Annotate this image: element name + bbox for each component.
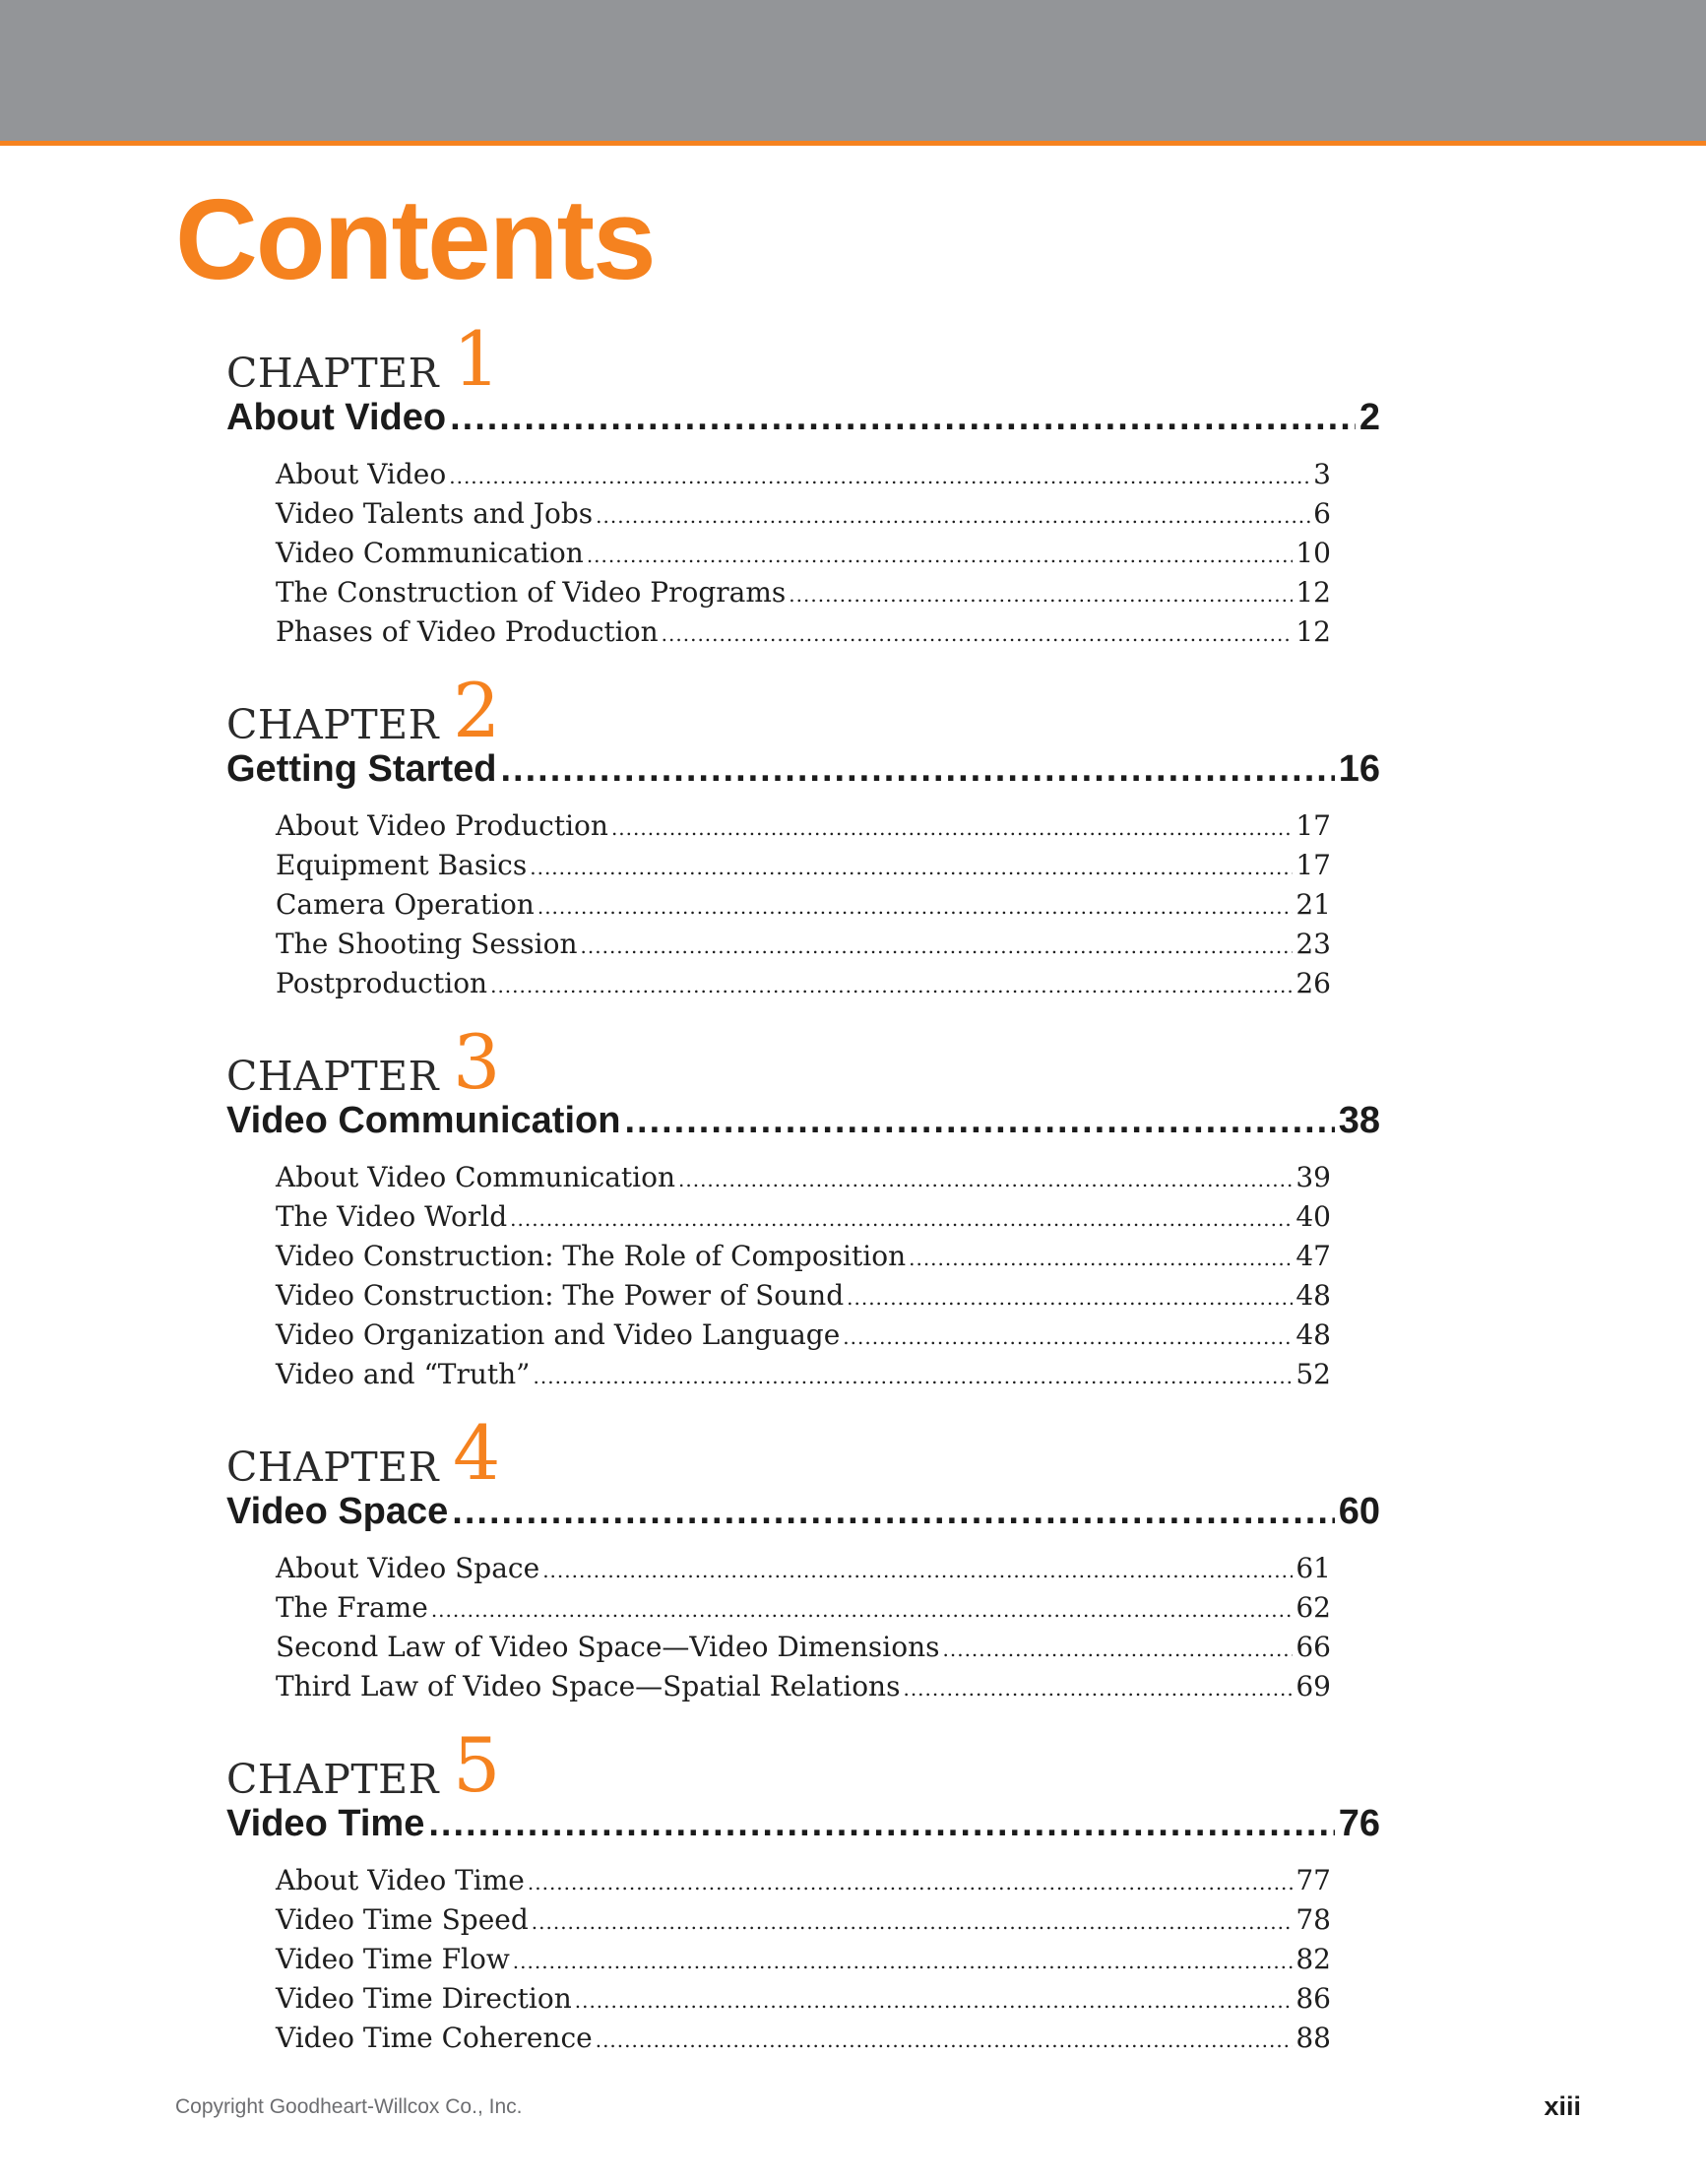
section-title: The Construction of Video Programs [276,576,787,609]
chapter-number: 5 [452,1721,501,1809]
chapter-title: Video Communication [226,1100,621,1141]
chapter-word: CHAPTER [226,1444,439,1491]
dot-leader [530,856,1293,879]
dot-leader [542,1559,1293,1582]
chapter-page-number: 16 [1338,748,1380,790]
chapter-word: CHAPTER [226,350,439,397]
section-entry[interactable] [276,1552,1331,1591]
section-title: Video Communication [276,537,584,569]
chapter-4 [226,1409,1380,1709]
section-entry[interactable] [276,497,1331,537]
dot-leader [449,465,1310,488]
section-title: Equipment Basics [276,849,528,881]
chapter-title: Video Time [226,1803,425,1844]
section-title: The Video World [276,1200,508,1233]
section-title: Video Talents and Jobs [276,497,594,530]
section-entry[interactable] [276,849,1331,888]
section-page-number: 66 [1295,1631,1331,1663]
section-entry[interactable] [276,1240,1331,1279]
section-entry[interactable] [276,1631,1331,1670]
dot-leader [847,1286,1293,1310]
section-page-number: 86 [1295,1982,1331,2015]
chapter-5 [226,1721,1380,2061]
section-page-number: 10 [1295,537,1331,569]
section-entry[interactable] [276,458,1331,497]
chapter-heading [226,667,1380,754]
dot-leader [452,1491,1334,1533]
section-entry[interactable] [276,1279,1331,1318]
section-list [226,1552,1331,1709]
dot-leader [903,1677,1293,1701]
section-page-number: 52 [1295,1358,1331,1390]
dot-leader [537,895,1294,919]
section-entry[interactable] [276,2022,1331,2061]
section-entry[interactable] [276,615,1331,655]
dot-leader [513,1950,1294,1973]
section-title: Video Construction: The Power of Sound [276,1279,845,1312]
section-page-number: 6 [1313,497,1331,530]
dot-leader [943,1638,1294,1661]
section-entry[interactable] [276,1591,1331,1631]
section-entry[interactable] [276,967,1331,1006]
section-page-number: 61 [1295,1552,1331,1584]
section-entry[interactable] [276,1943,1331,1982]
section-page-number: 23 [1295,928,1331,960]
section-page-number: 69 [1295,1670,1331,1702]
dot-leader [490,974,1293,997]
chapter-word: CHAPTER [226,1756,439,1803]
dot-leader [431,1598,1294,1622]
section-page-number: 48 [1295,1318,1331,1351]
dot-leader [528,1871,1293,1895]
section-title: Video Time Direction [276,1982,572,2015]
chapter-title-entry[interactable] [226,1803,1380,1860]
section-title: Video Time Coherence [276,2022,593,2054]
chapter-number: 2 [452,667,501,754]
section-title: About Video Communication [276,1161,675,1193]
section-page-number: 21 [1295,888,1331,921]
section-entry[interactable] [276,1358,1331,1397]
chapter-title: Video Space [226,1491,449,1532]
chapter-number: 3 [452,1018,501,1106]
chapter-title-entry[interactable] [226,397,1380,454]
section-title: About Video Production [276,809,608,842]
section-title: Postproduction [276,967,488,999]
section-page-number: 48 [1295,1279,1331,1312]
chapter-number: 4 [452,1409,501,1497]
section-title: The Shooting Session [276,928,578,960]
page-title: Contents [175,175,655,303]
section-title: Video and “Truth” [276,1358,531,1390]
section-title: Video Construction: The Role of Composition [276,1240,907,1272]
footer-page-number: xiii [1544,2091,1581,2121]
section-entry[interactable] [276,1161,1331,1200]
section-page-number: 12 [1295,576,1331,609]
chapter-page-number: 38 [1338,1100,1380,1141]
section-page-number: 62 [1295,1591,1331,1624]
section-page-number: 17 [1295,849,1331,881]
section-entry[interactable] [276,537,1331,576]
section-page-number: 77 [1295,1864,1331,1896]
dot-leader [510,1207,1293,1231]
section-list [226,1161,1331,1397]
chapter-title: Getting Started [226,748,497,790]
chapter-word: CHAPTER [226,1053,439,1100]
dot-leader [575,1989,1294,2013]
section-list [226,809,1331,1006]
section-list [226,1864,1331,2061]
section-entry[interactable] [276,928,1331,967]
chapter-2 [226,667,1380,1006]
section-entry[interactable] [276,1982,1331,2022]
header-band [0,0,1706,146]
section-title: Third Law of Video Space—Spatial Relations [276,1670,901,1702]
section-list [226,458,1331,655]
chapter-heading [226,1018,1380,1106]
section-page-number: 3 [1313,458,1331,490]
chapter-page-number: 2 [1358,397,1380,438]
chapter-page-number: 76 [1338,1803,1380,1844]
section-entry[interactable] [276,1318,1331,1358]
section-title: Video Time Flow [276,1943,510,1975]
chapter-heading [226,1721,1380,1809]
dot-leader [909,1247,1293,1270]
section-title: About Video Space [276,1552,540,1584]
section-entry[interactable] [276,1670,1331,1709]
dot-leader [581,934,1294,958]
chapter-word: CHAPTER [226,701,439,748]
dot-leader [611,816,1293,840]
section-page-number: 82 [1295,1943,1331,1975]
section-entry[interactable] [276,1864,1331,1903]
section-title: The Frame [276,1591,428,1624]
section-page-number: 88 [1295,2022,1331,2054]
section-page-number: 78 [1295,1903,1331,1936]
dot-leader [662,622,1294,646]
dot-leader [596,2028,1294,2052]
section-page-number: 26 [1295,967,1331,999]
section-entry[interactable] [276,576,1331,615]
section-page-number: 39 [1295,1161,1331,1193]
section-title: Video Organization and Video Language [276,1318,841,1351]
dot-leader [450,397,1356,439]
chapter-heading [226,1409,1380,1497]
section-page-number: 47 [1295,1240,1331,1272]
chapter-title-entry[interactable] [226,1100,1380,1157]
chapter-number: 1 [452,315,501,403]
dot-leader [534,1365,1294,1388]
dot-leader [532,1910,1294,1934]
section-page-number: 12 [1295,615,1331,648]
section-entry[interactable] [276,888,1331,928]
dot-leader [843,1325,1293,1349]
dot-leader [789,583,1293,607]
chapter-heading [226,315,1380,403]
chapter-title-entry[interactable] [226,1491,1380,1548]
section-entry[interactable] [276,1200,1331,1240]
dot-leader [428,1803,1334,1845]
dot-leader [500,748,1334,791]
section-title: Phases of Video Production [276,615,659,648]
section-entry[interactable] [276,809,1331,849]
chapter-title-entry[interactable] [226,748,1380,805]
section-title: Camera Operation [276,888,535,921]
dot-leader [624,1100,1334,1142]
chapter-title: About Video [226,397,447,438]
dot-leader [678,1168,1293,1191]
section-title: Video Time Speed [276,1903,529,1936]
section-title: About Video [276,458,447,490]
section-entry[interactable] [276,1903,1331,1943]
section-title: Second Law of Video Space—Video Dimensions [276,1631,940,1663]
dot-leader [587,544,1294,567]
section-title: About Video Time [276,1864,525,1896]
table-of-contents [226,315,1380,2061]
section-page-number: 17 [1295,809,1331,842]
dot-leader [596,504,1310,528]
chapter-3 [226,1018,1380,1397]
footer-copyright: Copyright Goodheart-Willcox Co., Inc. [175,2095,523,2118]
chapter-1 [226,315,1380,655]
section-page-number: 40 [1295,1200,1331,1233]
chapter-page-number: 60 [1338,1491,1380,1532]
